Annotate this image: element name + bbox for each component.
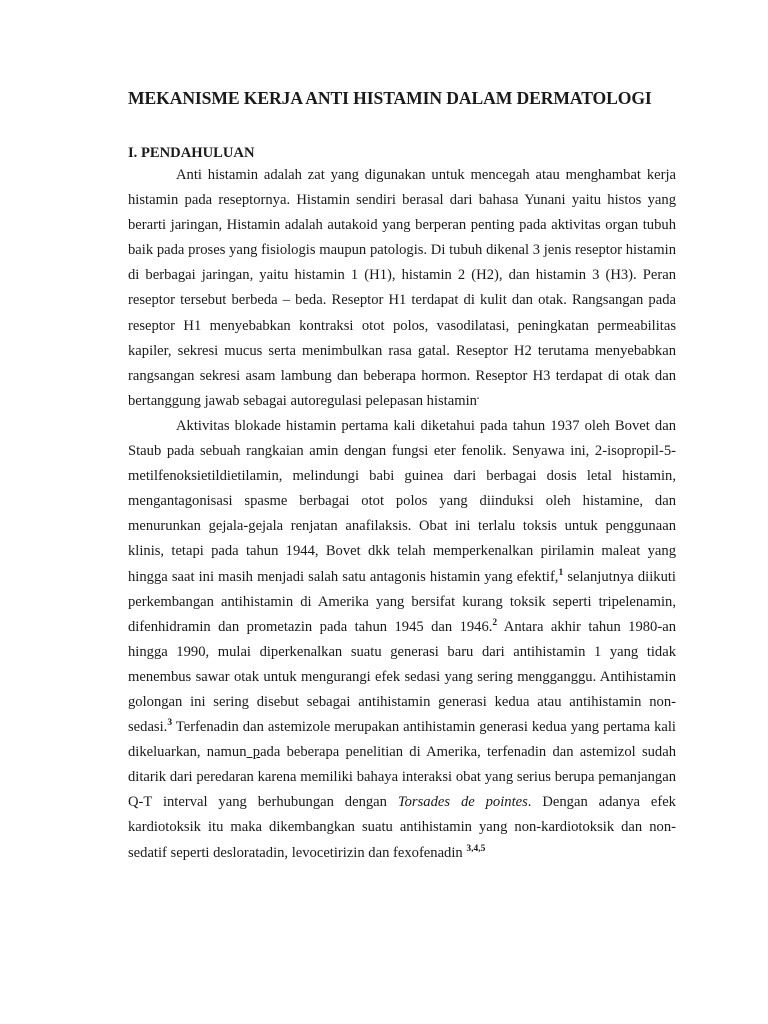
paragraph-2-text-1: Aktivitas blokade histamin pertama kali diketahui pada tahun 1937 oleh Bovet dan Staub pada sebuah rangkaian amin dengan fungsi eter fenolik. Senyawa ini, 2-isopropil-5-metilfenoksietildietilamin, melindungi babi guinea dari berbagai dosis letal histamin, mengantagonisasi spasme berbagai otot polos yang diinduksi oleh histamine, dan menurunkan gejala-gejala renjatan anafilaksis. Obat ini terlalu toksis untuk penggunaan klinis, tetapi pada tahun 1944, Bovet dkk telah memperkenalkan pirilamin maleat yang hingga saat ini masih menjadi salah satu antagonis histamin yang efektif, — [128, 417, 676, 585]
citation-ref-2: 2 — [492, 617, 498, 628]
italic-term: Torsades de pointes — [397, 794, 528, 811]
citation-ref-3: 3 — [167, 718, 173, 729]
paragraph-2-text-6: . Dengan adanya efek kardiotoksik itu maka dikembangkan suatu antihistamin yang non-kardiotoksik dan non-sedatif seperti desloratadin, levocetirizin dan fexofenadin — [128, 794, 676, 861]
paragraph-2-text-4: Terfenadin dan astemizole merupakan antihistamin generasi kedua yang pertama kali dikeluarkan, namun — [128, 719, 676, 761]
paragraph-2-text-3: Antara akhir tahun 1980-an hingga 1990, mulai diperkenalkan suatu generasi baru dari antihistamin 1 yang tidak menembus sawar otak untuk mengurangi efek sedasi yang sering mengganggu. Antihistamin golongan ini sering disebut sebagai antihistamin generasi kedua atau antihistamin non-sedasi. — [128, 618, 676, 736]
citation-ref-4: 3,4,5 — [466, 843, 486, 854]
paragraph-1-end-mark: . — [476, 391, 480, 402]
paragraph-2-text-2: selanjutnya diikuti perkembangan antihistamin di Amerika yang bersifat kurang toksik seperti tripelenamin, difenhidramin dan prometazin pada tahun 1945 dan 1946. — [128, 568, 676, 635]
section-heading: I. PENDAHULUAN — [128, 145, 255, 161]
document-title: MEKANISME KERJA ANTI HISTAMIN DALAM DERMATOLOGI — [128, 88, 652, 108]
paragraph-1-text: Anti histamin adalah zat yang digunakan untuk mencegah atau menghambat kerja histamin pada reseptornya. Histamin sendiri berasal dari bahasa Yunani yaitu histos yang berarti jaringan, Histamin adalah autakoid yang berperan penting pada aktivitas organ tubuh baik pada proses yang fisiologis maupun patologis. Di tubuh dikenal 3 jenis reseptor histamin di berbagai jaringan, yaitu histamin 1 (H1), histamin 2 (H2), dan histamin 3 (H3). Peran reseptor tersebut berbeda – beda. Reseptor H1 terdapat di kulit dan otak. Rangsangan pada reseptor H1 menyebabkan kontraksi otot polos, vasodilatasi, peningkatan permeabilitas kapiler, sekresi mucus serta menimbulkan rasa gatal. Reseptor H2 terutama menyebabkan rangsangan sekresi asam lambung dan beberapa hormon. Reseptor H3 terdapat di otak dan bertanggung jawab sebagai autoregulasi pelepasan histamin — [128, 167, 676, 409]
paragraph-2-underlined-text: p — [246, 744, 261, 761]
document-content — [128, 86, 676, 866]
paragraph-2-text-5: ada beberapa penelitian di Amerika, terfenadin dan astemizol sudah ditarik dari peredaran karena memiliki bahaya interaksi obat yang serius berupa pemanjangan Q-T interval yang berhubungan dengan — [128, 744, 677, 811]
paragraph-2 — [128, 414, 676, 866]
paragraph-1 — [128, 163, 676, 414]
citation-ref-1: 1 — [558, 567, 564, 578]
